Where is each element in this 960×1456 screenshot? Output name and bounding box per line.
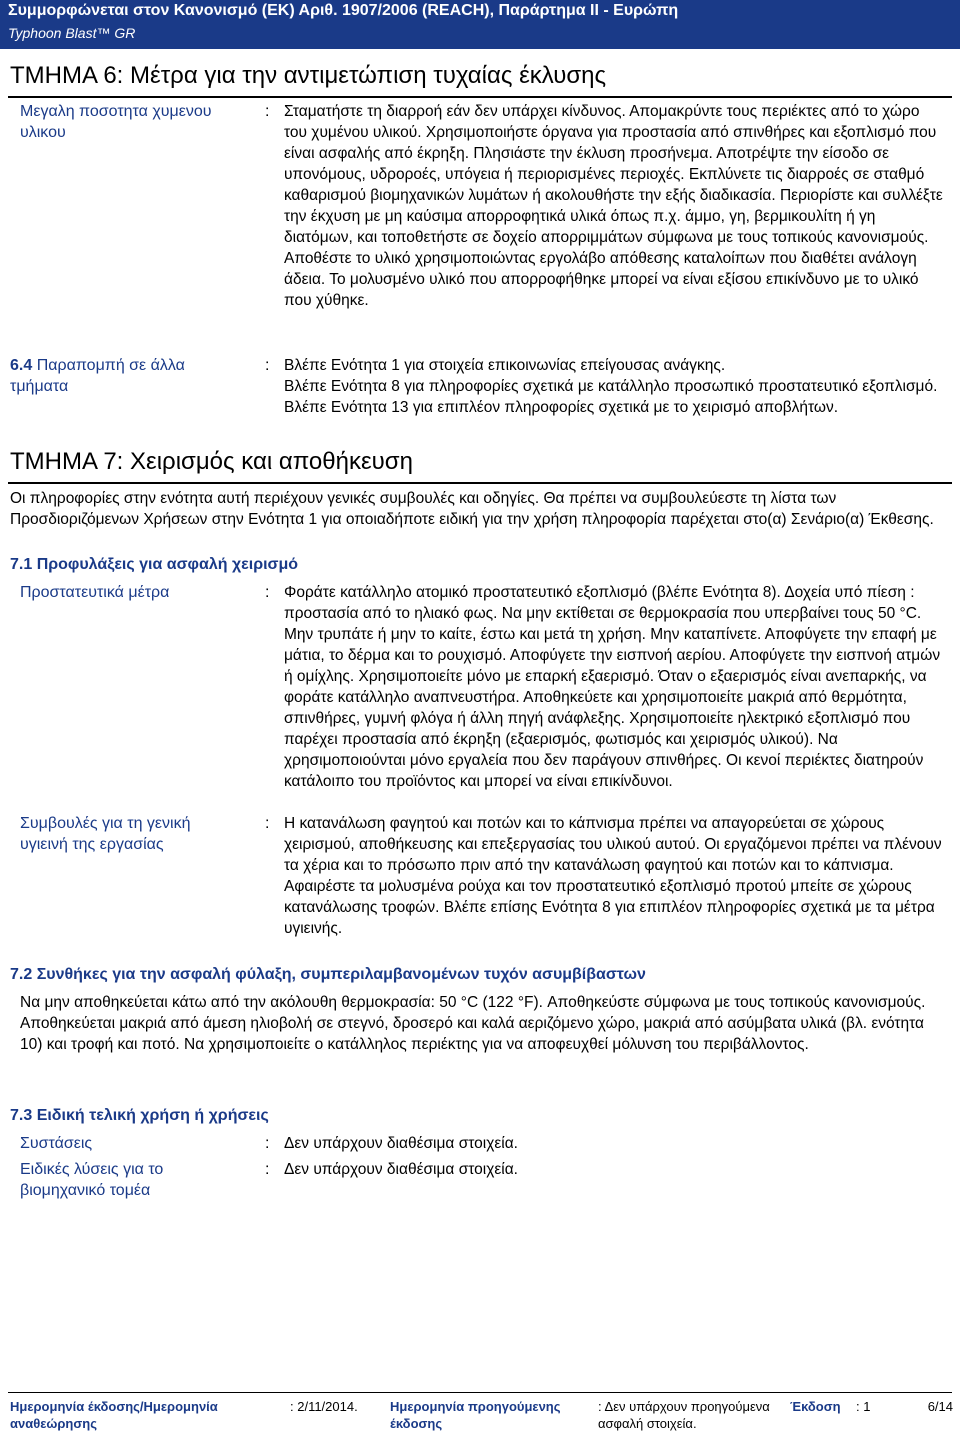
section-ref-number: 6.4 — [10, 357, 33, 374]
section6-title: ΤΜΗΜΑ 6: Μέτρα για την αντιμετώπιση τυχαίας έκλυσης — [10, 62, 607, 89]
recommendations-label: Συστάσεις — [20, 1135, 93, 1152]
ref-line: Βλέπε Ενότητα 1 για στοιχεία επικοινωνίας επείγουσας ανάγκης. — [284, 357, 726, 374]
product-name: Typhoon Blast™ GR — [8, 25, 136, 41]
colon: : — [265, 815, 270, 832]
previous-date-value: : Δεν υπάρχουν προηγούμενα ασφαλή στοιχεία. — [598, 1399, 770, 1431]
hygiene-text: Η κατανάλωση φαγητού και ποτών και το κάπνισμα πρέπει να απαγορεύεται σε χώρους χειρισμού, αποθήκευσης και επεξεργασίας του υλικού αυτού. Οι εργαζόμενοι πρέπει να πλένουν τα χέρια και το πρόσωπο πριν από την κατανάλωση φαγητού και ποτών και το κάπνισμα. Αφαιρέστε τα μολυσμένα ρούχα και τον προστατευτικό εξοπλισμό προτού μπείτε σε χώρους κατανάλωσης τροφών. Βλέπε επίσης Ενότητα 8 για επιπλέον πληροφορίες σχετικά με τα μέτρα υγιεινής. — [284, 815, 942, 937]
section-ref-title: Παραπομπή σε άλλα τμήματα — [10, 357, 185, 395]
issue-date-value: : 2/11/2014. — [290, 1399, 358, 1414]
page-number: 6/14 — [927, 1399, 953, 1414]
regulation-title: Συμμορφώνεται στον Κανονισμό (ΕΚ) Αριθ. 1907/2006 (REACH), Παράρτημα II - Ευρώπη — [8, 2, 679, 19]
industrial-solutions-label: Ειδικές λύσεις για το βιομηχανικό τομέα — [20, 1161, 164, 1199]
ref-line: Βλέπε Ενότητα 13 για επιπλέον πληροφορίες σχετικά με το χειρισμό αποβλήτων. — [284, 399, 839, 416]
large-spill-text: Σταματήστε τη διαρροή εάν δεν υπάρχει κίνδυνος. Απομακρύντε τους περιέκτες από το χώρο του χυμένου υλικού. Χρησιμοποιήστε όργανα για προστασία από σπινθήρες και εξοπλισμό που είναι ασφαλής από έκρηξη. Πλησιάστε την έκλυση προσήνεμα. Αποτρέψτε την είσοδο σε υπονόμους, υδροροές, υπόγεια ή περιορισμένες περιοχές. Εκπλύνετε τις διαρροές σε σταθμό καθαρισμού βιομηχανικών λυμάτων ή ακολουθήστε την εξής διαδικασία. Περιορίστε και συλλέξτε την έκχυση με μη καύσιμα απορροφητικά υλικά όπως π.χ. άμμο, γη, βερμικουλίτη ή γη διατόμων, και τοποθετήστε σε δοχείο απορριμμάτων σύμφωνα με τους τοπικούς κανονισμούς. Αποθέστε το υλικό χρησιμοποιώντας εργολάβο απόθεσης καταλοίπων που διαθέτει ανάλογη άδεια. Το μολυσμένο υλικό που απορροφήθηκε μπορεί να είναι εξίσου επικίνδυνο με το υλικό που χύθηκε. — [284, 103, 943, 309]
footer-rule — [8, 1392, 952, 1393]
protective-measures-text: Φοράτε κατάλληλο ατομικό προστατευτικό εξοπλισμό (βλέπε Ενότητα 8). Δοχεία υπό πίεση : προστασία από το ηλιακό φως. Να μην εκτίθεται σε θερμοκρασία που υπερβαίνει τους 50 °C. Μην τρυπάτε ή μην το καίτε, έστω και μετά τη χρήση. Μην καταπίνετε. Αποφύγετε την επαφή με μάτια, το δέρμα και το ρουχισμό. Αποφύγετε την εισπνοή αερίου. Αποφύγετε την εισπνοή ατμών ή ομίχλης. Χρησιμοποιείτε μόνο με επαρκή εξαερισμό. Όταν ο εξαερισμός είναι ανεπαρκής, να φοράτε κατάλληλο αναπνευστήρα. Αποθηκεύετε και χρησιμοποιείτε μακριά από θερμότητα, σπινθήρες, γυμνή φλόγα ή άλλη πηγή ανάφλεξης. Χρησιμοποιείτε ηλεκτρικό εξοπλισμό που παρέχει προστασία από έκρηξη (εξαερισμός, φωτισμός και χειρισμός υλικού). Να χρησιμοποιούνται μόνο εργαλεία που δεν παράγουν σπινθήρες. Οι κενοί περιέκτες διατηρούν κατάλοιπο του προϊόντος και μπορεί να είναι επικίνδυνοι. — [284, 584, 941, 790]
subsection-7-2-title: 7.2 Συνθήκες για την ασφαλή φύλαξη, συμπεριλαμβανομένων τυχόν ασυμβίβαστων — [10, 966, 646, 983]
issue-date-label: Ημερομηνία έκδοσης/Ημερομηνία αναθεώρησης — [10, 1399, 218, 1431]
hygiene-label: Συμβουλές για τη γενική υγιεινή της εργασίας — [20, 815, 191, 853]
version-value: : 1 — [856, 1399, 871, 1414]
previous-date-label: Ημερομηνία προηγούμενης έκδοσης — [390, 1399, 561, 1431]
section7-title: ΤΜΗΜΑ 7: Χειρισμός και αποθήκευση — [10, 448, 413, 475]
colon: : — [265, 103, 270, 120]
section7-intro: Οι πληροφορίες στην ενότητα αυτή περιέχουν γενικές συμβουλές και οδηγίες. Θα πρέπει να συμβουλεύεστε τη λίστα των Προσδιοριζόμενων Χρήσεων στην Ενότητα 1 για οποιαδήποτε ειδική για την χρήση πληροφορία παρέχεται στο(α) Σενάριο(α) Έκθεσης. — [10, 490, 934, 528]
subsection-7-3-title: 7.3 Ειδική τελική χρήση ή χρήσεις — [10, 1107, 269, 1124]
section-ref-label — [10, 355, 225, 397]
large-spill-label: Μεγαλη ποσοτητα χυμενου υλικου — [20, 103, 212, 141]
colon: : — [265, 357, 270, 374]
section6-rule — [8, 96, 952, 98]
colon: : — [265, 1135, 270, 1152]
ref-line: Βλέπε Ενότητα 8 για πληροφορίες σχετικά με κατάλληλο προσωπικό προστατευτικό εξοπλισμό. — [284, 378, 938, 395]
colon: : — [265, 584, 270, 601]
colon: : — [265, 1161, 270, 1178]
protective-measures-label: Προστατευτικά μέτρα — [20, 584, 170, 601]
subsection-7-1-title: 7.1 Προφυλάξεις για ασφαλή χειρισμό — [10, 556, 299, 573]
storage-text: Να μην αποθηκεύεται κάτω από την ακόλουθη θερμοκρασία: 50 °C (122 °F). Αποθηκεύστε σύμφωνα με τους τοπικούς κανονισμούς. Αποθηκεύεται μακριά από άμεση ηλιοβολή σε στεγνό, δροσερό και καλά αεριζόμενο χώρο, μακριά από ασύμβατα υλικά (βλ. ενότητα 10) και τροφή και ποτό. Να χρησιμοποιείτε ο κατάλληλος περιέκτης για να αποφευχθεί μόλυνση του περιβάλλοντος. — [20, 994, 926, 1053]
section7-rule — [8, 482, 952, 484]
recommendations-text: Δεν υπάρχουν διαθέσιμα στοιχεία. — [284, 1135, 518, 1152]
version-label: Έκδοση — [790, 1399, 841, 1414]
industrial-solutions-text: Δεν υπάρχουν διαθέσιμα στοιχεία. — [284, 1161, 518, 1178]
section-ref-lines — [284, 355, 944, 418]
document-header — [0, 0, 960, 49]
